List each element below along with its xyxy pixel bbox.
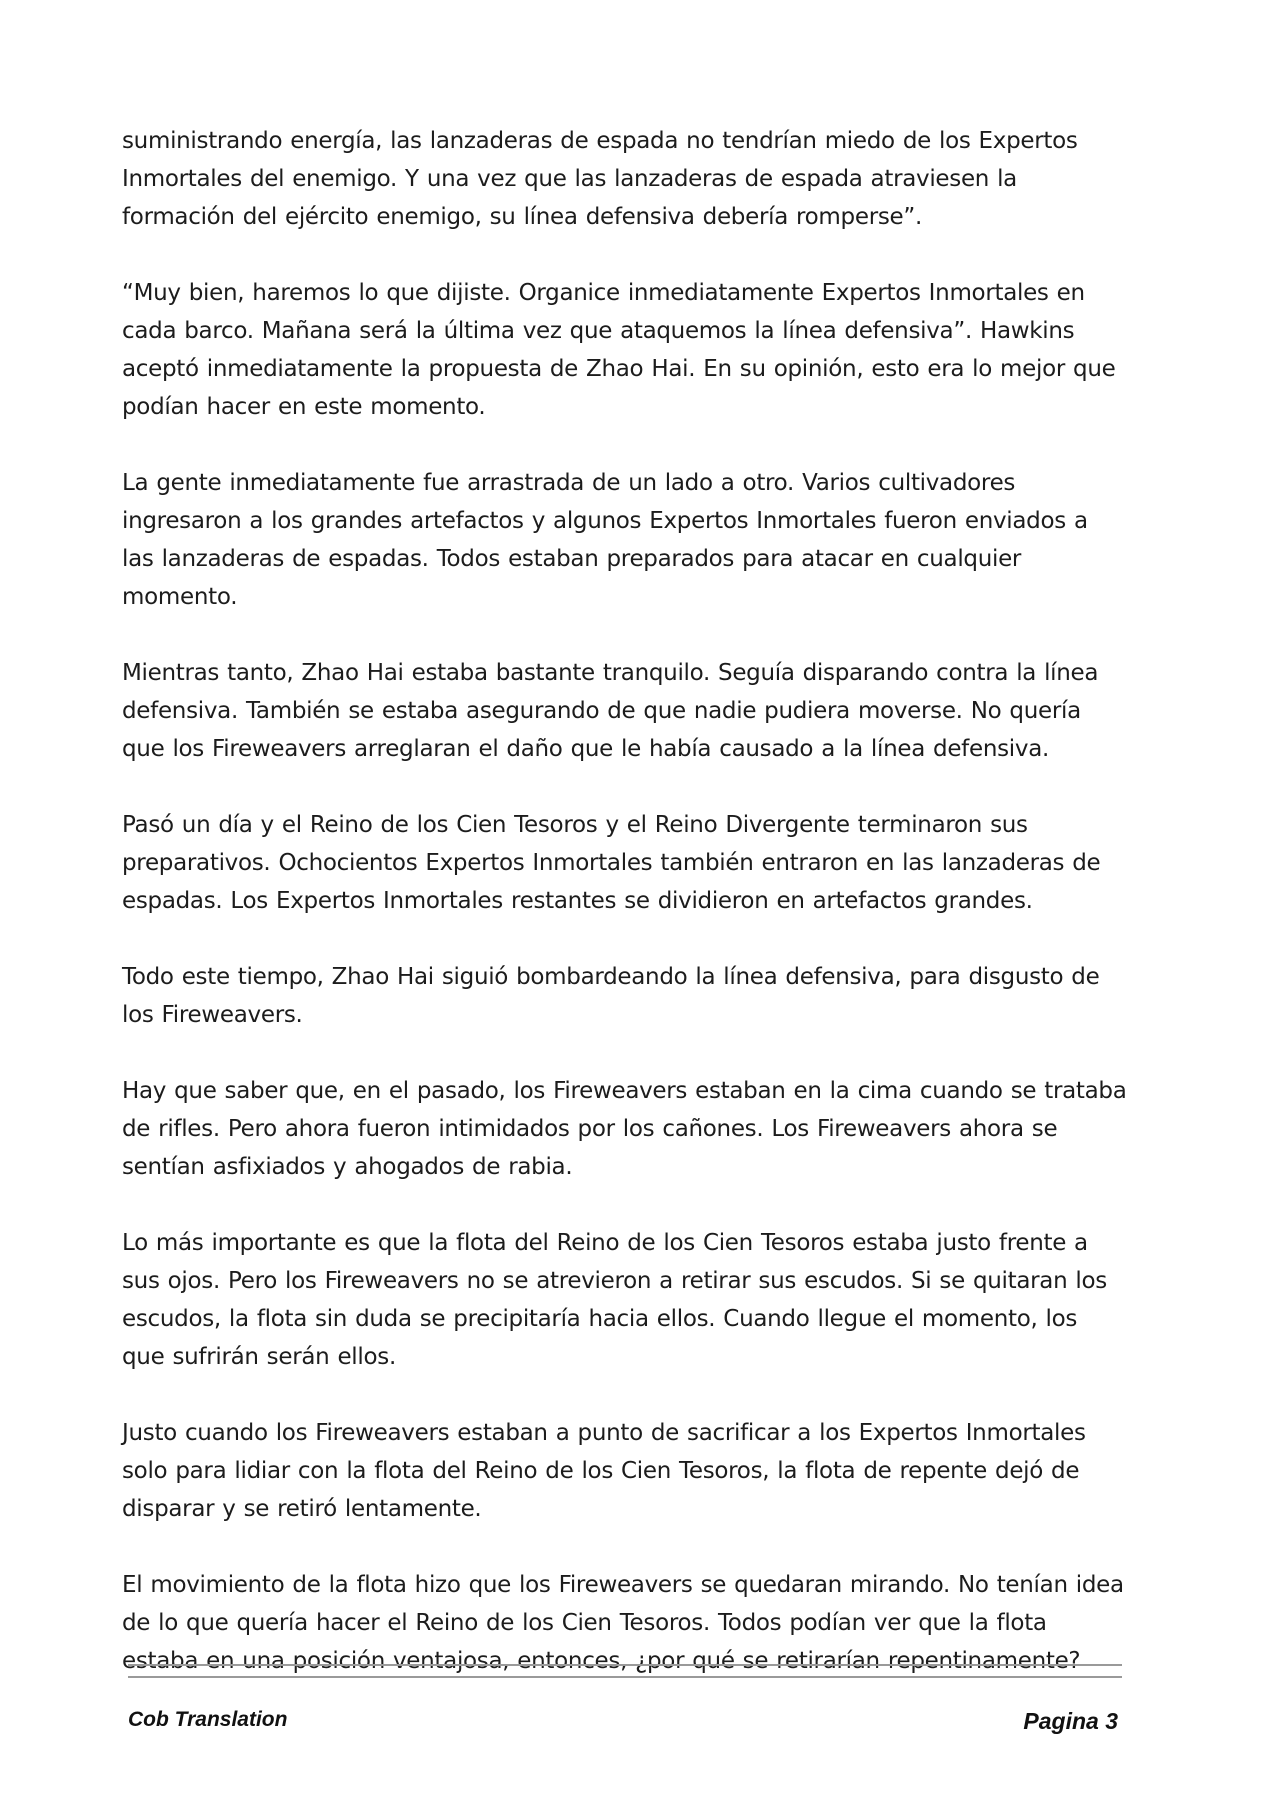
paragraph: “Muy bien, haremos lo que dijiste. Organice inmediatamente Expertos Inmortales en cada barco. Mañana será la última vez que ataquemos la línea defensiva”. Hawkins aceptó inmediatamente la propuesta de Zhao Hai. En su opinión, esto era lo mejor que podían hacer en este momento. [122,280,1116,420]
paragraph: Pasó un día y el Reino de los Cien Tesoros y el Reino Divergente terminaron sus preparativos. Ochocientos Expertos Inmortales también entraron en las lanzaderas de espadas. Los Expertos Inmortales restantes se dividieron en artefactos grandes. [122,812,1101,914]
paragraph: Mientras tanto, Zhao Hai estaba bastante tranquilo. Seguía disparando contra la línea defensiva. También se estaba asegurando de que nadie pudiera moverse. No quería que los Fireweavers arreglaran el daño que le había causado a la línea defensiva. [122,660,1099,762]
page-body [122,122,1127,1718]
paragraph: El movimiento de la flota hizo que los Fireweavers se quedaran mirando. No tenían idea de lo que quería hacer el Reino de los Cien Tesoros. Todos podían ver que la flota estaba en una posición ventajosa, entonces, ¿por qué se retirarían repentinamente? [122,1572,1124,1674]
paragraph: Lo más importante es que la flota del Reino de los Cien Tesoros estaba justo frente a sus ojos. Pero los Fireweavers no se atrevieron a retirar sus escudos. Si se quitaran los escudos, la flota sin duda se precipitaría hacia ellos. Cuando llegue el momento, los que sufrirán serán ellos. [122,1230,1107,1370]
paragraph: Hay que saber que, en el pasado, los Fireweavers estaban en la cima cuando se trataba de rifles. Pero ahora fueron intimidados por los cañones. Los Fireweavers ahora se sentían asfixiados y ahogados de rabia. [122,1078,1127,1180]
page-number: Pagina 3 [1023,1708,1118,1734]
paragraph: La gente inmediatamente fue arrastrada de un lado a otro. Varios cultivadores ingresaron a los grandes artefactos y algunos Expertos Inmortales fueron enviados a las lanzaderas de espadas. Todos estaban preparados para atacar en cualquier momento. [122,470,1088,610]
footer-source-label: Cob Translation [128,1708,288,1731]
paragraph: suministrando energía, las lanzaderas de espada no tendrían miedo de los Expertos Inmortales del enemigo. Y una vez que las lanzaderas de espada atraviesen la formación del ejército enemigo, su línea defensiva debería romperse”. [122,128,1078,230]
paragraph: Todo este tiempo, Zhao Hai siguió bombardeando la línea defensiva, para disgusto de los Fireweavers. [122,964,1100,1028]
footer-divider-top [128,1664,1122,1666]
footer-divider-bottom [128,1676,1122,1678]
paragraph: Justo cuando los Fireweavers estaban a punto de sacrificar a los Expertos Inmortales solo para lidiar con la flota del Reino de los Cien Tesoros, la flota de repente dejó de disparar y se retiró lentamente. [122,1420,1086,1522]
